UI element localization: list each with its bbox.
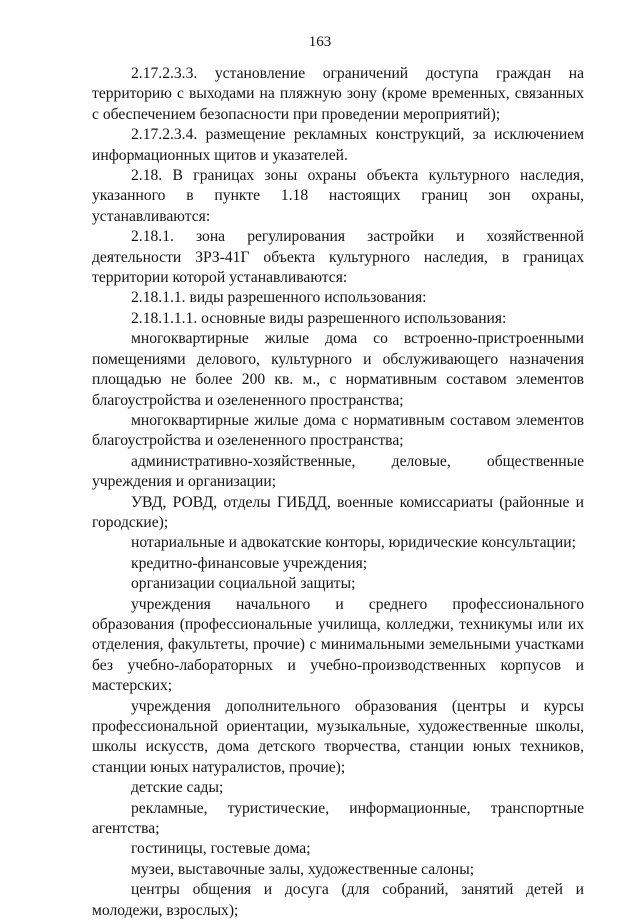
paragraph: гостиницы, гостевые дома; xyxy=(131,840,311,858)
page-number: 163 xyxy=(308,34,332,50)
paragraph: 2.17.2.3.4. размещение рекламных конструкций, за исключением информационных щитов и указателей. xyxy=(92,126,584,164)
paragraph: УВД, РОВД, отделы ГИБДД, военные комиссариаты (районные и городские); xyxy=(92,493,584,531)
paragraph: кредитно-финансовые учреждения; xyxy=(131,554,368,572)
paragraph: 2.18.1.1. виды разрешенного использования: xyxy=(131,289,427,307)
paragraph: 2.18.1. зона регулирования застройки и хозяйственной деятельности ЗРЗ-41Г объекта культурного наследия, в границах территории которой устанавливаются: xyxy=(92,228,584,287)
paragraph: многоквартирные жилые дома с нормативным составом элементов благоустройства и озелененного пространства; xyxy=(92,411,584,450)
paragraph: рекламные, туристические, информационные, транспортные агентства; xyxy=(92,799,584,838)
paragraph: 2.17.2.3.3. установление ограничений доступа граждан на территорию с выходами на пляжную зону (кроме временных, связанных с обеспечением безопасности при проведении мероприятий); xyxy=(92,65,584,123)
paragraph: детские сады; xyxy=(131,779,224,797)
paragraph: 2.18.1.1.1. основные виды разрешенного использования: xyxy=(131,309,507,327)
paragraph: учреждения дополнительного образования (центры и курсы профессиональной ориентации, музыкальные, художественные школы, школы искусств, дома детского творчества, станции юных техников, станции юных натуралистов, прочие); xyxy=(92,697,584,776)
paragraph: организации социальной защиты; xyxy=(131,575,356,593)
paragraph: центры общения и досуга (для собраний, занятий детей и молодежи, взрослых); xyxy=(92,881,584,919)
paragraph: административно-хозяйственные, деловые, общественные учреждения и организации; xyxy=(92,452,584,491)
paragraph: музеи, выставочные залы, художественные салоны; xyxy=(131,860,475,878)
document-body xyxy=(92,64,584,921)
paragraph: 2.18. В границах зоны охраны объекта культурного наследия, указанного в пункте 1.18 настоящих границ зон охраны, устанавливаются: xyxy=(92,167,584,225)
paragraph: нотариальные и адвокатские конторы, юридические консультации; xyxy=(131,534,576,552)
paragraph: учреждения начального и среднего профессионального образования (профессиональные училища, колледжи, техникумы или их отделения, факультеты, прочие) с минимальными земельными участками без учебно-лабораторных и учебно-производственных корпусов и мастерских; xyxy=(92,595,584,695)
paragraph: многоквартирные жилые дома со встроенно-пристроенными помещениями делового, культурного и обслуживающего назначения площадью не более 200 кв. м., с нормативным составом элементов благоустройства и озелененного пространства; xyxy=(92,330,584,409)
